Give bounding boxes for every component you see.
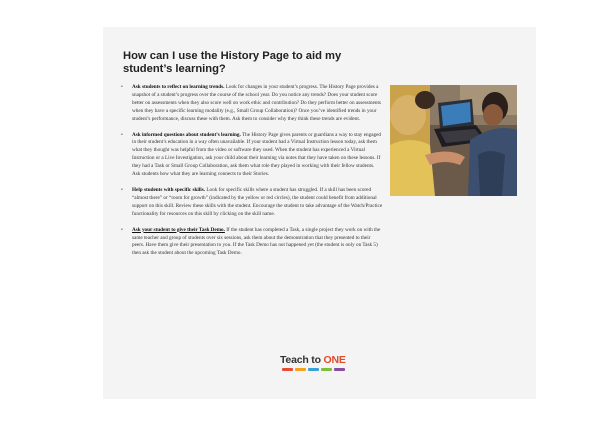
bullet-item — [121, 132, 383, 179]
logo-text-part1: Teach to — [280, 354, 324, 366]
page-title: How can I use the History Page to aid my student’s learning? — [123, 50, 342, 75]
logo-wordmark — [280, 354, 360, 366]
bullet-lead: Ask informed questions about student’s learning. — [132, 131, 241, 138]
document-page — [103, 27, 536, 399]
logo-bar — [295, 368, 306, 371]
photo-illustration — [390, 85, 517, 196]
bullet-dot: • — [121, 84, 123, 90]
teach-to-one-logo — [280, 354, 360, 374]
bullet-lead: Ask your student to give their Task Demo. — [132, 226, 225, 233]
bullet-text: Look for specific skills where a student has struggled. If a skill has been scored “almost there” or “room for growth” (indicated by the yellow or red circles), the student could benefit from additional support on this skill. Review these skills with the student. Encourage the student to take advantage of the Watch/Practice functionality for resources on this skill by clicking on the skill name. — [132, 186, 383, 217]
bullet-item — [121, 187, 383, 219]
bullet-text: If the student has completed a Task, a single project they work on with the same teacher and group of students over six sessions, ask them about the demonstration that they presented to their peers. Have them give their presentation to you. If the Task Demo has not happened yet (the student is only on Task 5) then ask the student about the upcoming Task Demo. — [132, 226, 381, 257]
bullet-text: The History Page gives parents or guardians a way to stay engaged in their student’s education in a way often unavailable. If your student had a Virtual Instruction lesson today, ask them what they thought was helpful from the video or software they used. When the student has experienced a Virtual Instruction or a Live Investigation, ask your child about their learning via notes that they have taken on these lessons. If they had a Task or Small Group Collaboration, ask them what role they played in working with their fellow students. Ask students how what they are learning connects to their Stories. — [132, 131, 381, 178]
bullet-item — [121, 84, 383, 124]
bullet-dot: • — [121, 186, 123, 193]
bullet-dot: • — [121, 226, 123, 233]
bullet-lead: Ask students to reflect on learning trends. — [132, 84, 225, 90]
bullet-dot: • — [121, 131, 123, 138]
bullet-text: Look for changes in your student’s progress. The History Page provides a snapshot of a student’s progress over the course of the school year. Do you notice any trends? Does your student score better on assessments when they also score well on work ethic and contribution? Do they perform better on assessments when they have a specific learning modality (e.g., Small Group Collaboration)? Once you’ve identified trends in your student’s performance, discuss these with them. Ask them to consider why they think these trends are evident. — [132, 84, 381, 122]
logo-text-accent: ONE — [323, 354, 346, 366]
bullet-lead: Help students with specific skills. — [132, 186, 206, 193]
bullet-item — [121, 227, 383, 259]
logo-bar — [321, 368, 332, 371]
logo-bar — [334, 368, 345, 371]
student-laptop-photo — [390, 85, 517, 196]
logo-color-bars — [282, 368, 360, 371]
logo-bar — [282, 368, 293, 371]
bullet-list — [121, 84, 383, 258]
logo-bar — [308, 368, 319, 371]
